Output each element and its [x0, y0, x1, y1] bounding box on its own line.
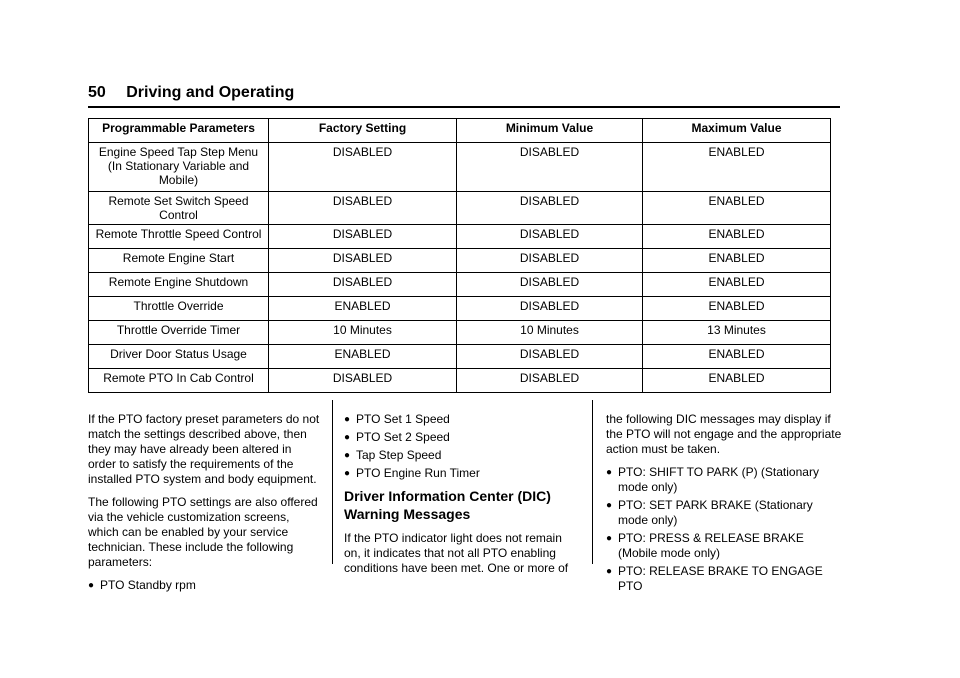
list-item-text: PTO: RELEASE BRAKE TO ENGAGE PTO: [618, 564, 823, 593]
table-cell: ENABLED: [643, 345, 831, 369]
body-paragraph: The following PTO settings are also offered via the vehicle customization screens, which can be enabled by your service technician. These include the following parameters:: [88, 495, 318, 569]
table-row: [89, 297, 831, 321]
bullet-list: [606, 465, 842, 594]
table-row: [89, 143, 831, 192]
table-cell: DISABLED: [457, 273, 643, 297]
column-header: Minimum Value: [457, 119, 643, 143]
table-cell: DISABLED: [269, 225, 457, 249]
bullet-list: [88, 578, 320, 593]
table-cell: ENABLED: [269, 297, 457, 321]
bullet-icon: ●: [88, 580, 95, 591]
table-cell: Remote PTO In Cab Control: [89, 369, 269, 393]
section-title: Driving and Operating: [126, 84, 295, 101]
table-row: [89, 273, 831, 297]
table-cell: 10 Minutes: [269, 321, 457, 345]
table-cell: Driver Door Status Usage: [89, 345, 269, 369]
list-item-text: PTO Standby rpm: [100, 578, 196, 592]
column-header: Maximum Value: [643, 119, 831, 143]
table-cell: Throttle Override Timer: [89, 321, 269, 345]
table-cell: DISABLED: [457, 249, 643, 273]
bullet-icon: ●: [344, 414, 351, 425]
list-item: [606, 465, 842, 495]
table-cell: Engine Speed Tap Step Menu (In Stationary Variable and Mobile): [89, 143, 269, 192]
table-cell: DISABLED: [269, 192, 457, 225]
table-cell: ENABLED: [643, 249, 831, 273]
table-cell: DISABLED: [457, 369, 643, 393]
table-row: [89, 321, 831, 345]
table-cell: DISABLED: [457, 225, 643, 249]
bullet-list: [344, 412, 576, 481]
list-item-text: PTO: SHIFT TO PARK (P) (Stationary mode only): [618, 465, 819, 494]
table-row: [89, 369, 831, 393]
list-item-text: PTO Set 2 Speed: [356, 430, 450, 444]
table-cell: ENABLED: [643, 225, 831, 249]
page-header: [88, 80, 840, 108]
table-row: [89, 192, 831, 225]
bullet-icon: ●: [344, 468, 351, 479]
table-cell: DISABLED: [457, 143, 643, 192]
column-header: Programmable Parameters: [89, 119, 269, 143]
body-paragraph: the following DIC messages may display if the PTO will not engage and the appropriate action must be taken.: [606, 412, 842, 456]
text-column-1: [88, 412, 320, 596]
bullet-icon: ●: [344, 450, 351, 461]
body-paragraph: If the PTO indicator light does not remain on, it indicates that not all PTO enabling conditions have been met. One or more of: [344, 531, 569, 575]
bullet-icon: ●: [606, 467, 613, 478]
text-column-2: [344, 412, 576, 584]
table-cell: DISABLED: [269, 369, 457, 393]
list-item: [344, 430, 576, 445]
table-cell: ENABLED: [643, 273, 831, 297]
bullet-icon: ●: [606, 533, 613, 544]
bullet-icon: ●: [344, 432, 351, 443]
list-item-text: PTO: PRESS & RELEASE BRAKE (Mobile mode only): [618, 531, 804, 560]
list-item: [344, 466, 576, 481]
list-item-text: Tap Step Speed: [356, 448, 442, 462]
column-divider: [592, 400, 593, 564]
list-item: [606, 498, 842, 528]
list-item: [88, 578, 320, 593]
table-cell: DISABLED: [457, 297, 643, 321]
list-item-text: PTO Set 1 Speed: [356, 412, 450, 426]
list-item-text: PTO: SET PARK BRAKE (Stationary mode only): [618, 498, 813, 527]
table-row: [89, 249, 831, 273]
table-row: [89, 225, 831, 249]
table-header-row: [89, 119, 831, 143]
bullet-icon: ●: [606, 500, 613, 511]
list-item: [606, 531, 842, 561]
text-column-3: [606, 412, 842, 597]
table-cell: Remote Engine Shutdown: [89, 273, 269, 297]
page-number: 50: [88, 84, 106, 101]
list-item: [344, 448, 576, 463]
table-cell: Remote Set Switch Speed Control: [89, 192, 269, 225]
table-cell: 10 Minutes: [457, 321, 643, 345]
table-cell: 13 Minutes: [643, 321, 831, 345]
table-cell: ENABLED: [643, 192, 831, 225]
table-cell: ENABLED: [643, 143, 831, 192]
table-cell: DISABLED: [269, 249, 457, 273]
parameters-table: [88, 118, 831, 393]
table-cell: DISABLED: [269, 273, 457, 297]
body-paragraph: If the PTO factory preset parameters do not match the settings described above, then they may have already been altered in order to satisfy the requirements of the installed PTO system and body equipment.: [88, 412, 320, 486]
table-cell: DISABLED: [457, 192, 643, 225]
table-cell: Remote Throttle Speed Control: [89, 225, 269, 249]
table-cell: Remote Engine Start: [89, 249, 269, 273]
column-header: Factory Setting: [269, 119, 457, 143]
bullet-icon: ●: [606, 566, 613, 577]
table-row: [89, 345, 831, 369]
table-cell: DISABLED: [269, 143, 457, 192]
column-divider: [332, 400, 333, 564]
table-cell: ENABLED: [643, 297, 831, 321]
section-heading: Driver Information Center (DIC) Warning Messages: [344, 488, 551, 522]
list-item-text: PTO Engine Run Timer: [356, 466, 480, 480]
table-cell: Throttle Override: [89, 297, 269, 321]
list-item: [344, 412, 576, 427]
table-cell: ENABLED: [643, 369, 831, 393]
list-item: [606, 564, 842, 594]
table-cell: ENABLED: [269, 345, 457, 369]
table-cell: DISABLED: [457, 345, 643, 369]
